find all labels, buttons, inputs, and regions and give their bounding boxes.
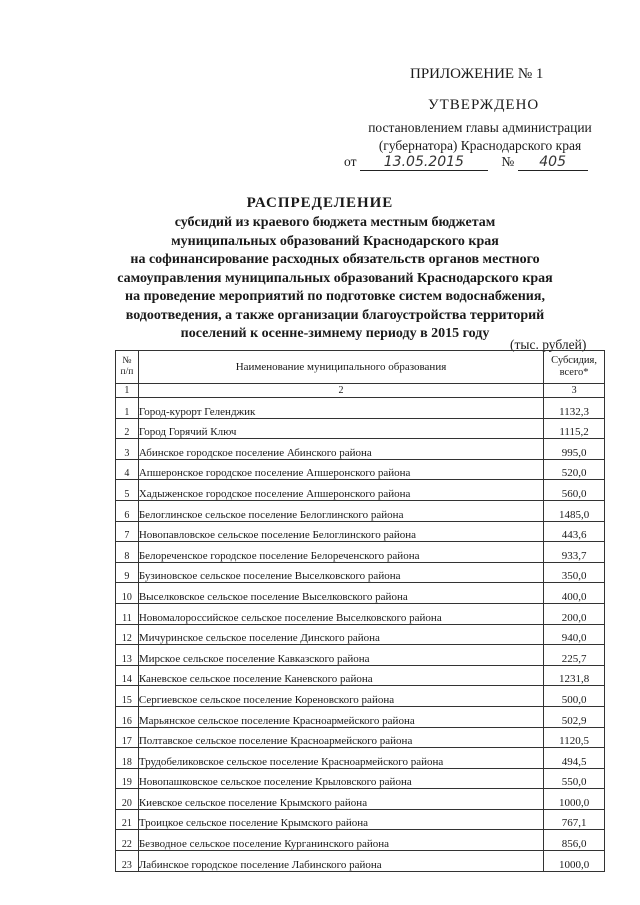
- row-name: Новопавловское сельское поселение Белоглинского района: [138, 521, 543, 542]
- row-number: 4: [116, 459, 139, 480]
- header-num: [116, 351, 139, 384]
- row-name: Выселковское сельское поселение Выселковского района: [138, 583, 543, 604]
- date-prefix: от: [344, 154, 357, 169]
- subtitle-line: самоуправления муниципальных образований Краснодарского края: [117, 270, 553, 286]
- header-subsidy: [544, 351, 605, 384]
- row-subsidy: 502,9: [544, 706, 605, 727]
- table-row: [116, 665, 605, 686]
- row-subsidy: 520,0: [544, 459, 605, 480]
- row-subsidy: 550,0: [544, 768, 605, 789]
- subtitle-line: муниципальных образований Краснодарского края: [171, 233, 499, 249]
- row-name: Апшеронское городское поселение Апшеронского района: [138, 459, 543, 480]
- units-label: (тыс. рублей): [510, 337, 587, 352]
- header-name: Наименование муниципального образования: [138, 351, 543, 384]
- row-number: 3: [116, 439, 139, 460]
- table-row: [116, 603, 605, 624]
- row-subsidy: 400,0: [544, 583, 605, 604]
- row-number: 16: [116, 706, 139, 727]
- row-name: Киевское сельское поселение Крымского района: [138, 789, 543, 810]
- table-row: [116, 748, 605, 769]
- row-name: Мичуринское сельское поселение Динского района: [138, 624, 543, 645]
- row-subsidy: 940,0: [544, 624, 605, 645]
- header-subsidy-line-2: всего*: [559, 367, 589, 378]
- header-subsidy-line-1: Субсидия,: [551, 355, 598, 366]
- row-name: Бузиновское сельское поселение Выселковского района: [138, 562, 543, 583]
- table-header-row: [116, 351, 605, 384]
- table-row: [116, 562, 605, 583]
- table-row: [116, 398, 605, 419]
- table-row: [116, 789, 605, 810]
- row-name: Белоглинское сельское поселение Белоглинского района: [138, 500, 543, 521]
- row-subsidy: 856,0: [544, 830, 605, 851]
- table-row: [116, 500, 605, 521]
- row-number: 1: [116, 398, 139, 419]
- row-name: Абинское городское поселение Абинского района: [138, 439, 543, 460]
- row-subsidy: 1000,0: [544, 851, 605, 872]
- row-number: 15: [116, 686, 139, 707]
- row-number: 6: [116, 500, 139, 521]
- row-subsidy: 1000,0: [544, 789, 605, 810]
- table-row: [116, 809, 605, 830]
- subtitle-line: субсидий из краевого бюджета местным бюджетам: [174, 215, 496, 230]
- row-name: Каневское сельское поселение Каневского района: [138, 665, 543, 686]
- row-subsidy: 933,7: [544, 542, 605, 563]
- row-name: Лабинское городское поселение Лабинского района: [138, 851, 543, 872]
- row-name: Безводное сельское поселение Курганинского района: [138, 830, 543, 851]
- row-number: 21: [116, 809, 139, 830]
- resolution-date-line: [344, 154, 588, 171]
- table-row: [116, 768, 605, 789]
- table-row: [116, 459, 605, 480]
- resolution-date: 13.05.2015: [360, 154, 488, 171]
- row-name: Белореченское городское поселение Белореченского района: [138, 542, 543, 563]
- subtitle-line: на проведение мероприятий по подготовке систем водоснабжения,: [125, 289, 545, 304]
- row-subsidy: 1132,3: [544, 398, 605, 419]
- table-row: [116, 439, 605, 460]
- row-subsidy: 200,0: [544, 603, 605, 624]
- row-name: Новомалороссийское сельское поселение Выселковского района: [138, 603, 543, 624]
- row-name: Новопашковское сельское поселение Крыловского района: [138, 768, 543, 789]
- table-row: [116, 480, 605, 501]
- row-subsidy: 350,0: [544, 562, 605, 583]
- index-col-3: 3: [544, 384, 605, 398]
- row-number: 11: [116, 603, 139, 624]
- table-row: [116, 521, 605, 542]
- index-col-2: 2: [138, 384, 543, 398]
- table-row: [116, 851, 605, 872]
- row-name: Мирское сельское поселение Кавказского района: [138, 645, 543, 666]
- row-number: 18: [116, 748, 139, 769]
- row-name: Сергиевское сельское поселение Кореновского района: [138, 686, 543, 707]
- table-index-row: [116, 384, 605, 398]
- row-number: 22: [116, 830, 139, 851]
- header-num-line-2: п/п: [120, 367, 134, 377]
- row-subsidy: 225,7: [544, 645, 605, 666]
- table-row: [116, 645, 605, 666]
- row-number: 20: [116, 789, 139, 810]
- row-number: 10: [116, 583, 139, 604]
- table-row: [116, 727, 605, 748]
- row-subsidy: 767,1: [544, 809, 605, 830]
- row-number: 19: [116, 768, 139, 789]
- table-row: [116, 583, 605, 604]
- row-subsidy: 1231,8: [544, 665, 605, 686]
- row-number: 13: [116, 645, 139, 666]
- subtitle-line: на софинансирование расходных обязательств органов местного: [130, 252, 540, 267]
- row-name: Хадыженское городское поселение Апшеронского района: [138, 480, 543, 501]
- approved-by-line-1: постановлением главы администрации: [368, 120, 592, 135]
- document-title: РАСПРЕДЕЛЕНИЕ: [246, 195, 394, 211]
- row-subsidy: 995,0: [544, 439, 605, 460]
- row-number: 5: [116, 480, 139, 501]
- row-subsidy: 443,6: [544, 521, 605, 542]
- table-row: [116, 830, 605, 851]
- row-number: 23: [116, 851, 139, 872]
- appendix-label: ПРИЛОЖЕНИЕ № 1: [410, 66, 544, 82]
- subtitle-line: поселений к осенне-зимнему периоду в 2015 году: [180, 326, 490, 341]
- row-subsidy: 1120,5: [544, 727, 605, 748]
- row-number: 7: [116, 521, 139, 542]
- table-row: [116, 706, 605, 727]
- document-subtitle: [100, 214, 570, 344]
- row-name: Марьянское сельское поселение Красноармейского района: [138, 706, 543, 727]
- row-name: Трудобеликовское сельское поселение Красноармейского района: [138, 748, 543, 769]
- table-row: [116, 624, 605, 645]
- row-number: 17: [116, 727, 139, 748]
- row-number: 9: [116, 562, 139, 583]
- row-subsidy: 1485,0: [544, 500, 605, 521]
- row-number: 12: [116, 624, 139, 645]
- row-number: 2: [116, 418, 139, 439]
- row-name: Город-курорт Геленджик: [138, 398, 543, 419]
- header-num-line-1: №: [122, 356, 132, 366]
- index-col-1: 1: [116, 384, 139, 398]
- number-prefix: №: [501, 154, 515, 169]
- approved-by-line-2: (губернатора) Краснодарского края: [378, 138, 582, 153]
- resolution-number: 405: [518, 154, 588, 171]
- row-name: Полтавское сельское поселение Красноармейского района: [138, 727, 543, 748]
- approved-label: УТВЕРЖДЕНО: [428, 97, 540, 113]
- row-name: Троицкое сельское поселение Крымского района: [138, 809, 543, 830]
- row-number: 8: [116, 542, 139, 563]
- table-row: [116, 418, 605, 439]
- subtitle-line: водоотведения, а также организации благоустройства территорий: [125, 307, 545, 323]
- table-row: [116, 686, 605, 707]
- row-number: 14: [116, 665, 139, 686]
- row-name: Город Горячий Ключ: [138, 418, 543, 439]
- approved-by: [356, 119, 604, 155]
- row-subsidy: 1115,2: [544, 418, 605, 439]
- row-subsidy: 560,0: [544, 480, 605, 501]
- subsidy-table: [115, 350, 605, 872]
- row-subsidy: 494,5: [544, 748, 605, 769]
- table-row: [116, 542, 605, 563]
- row-subsidy: 500,0: [544, 686, 605, 707]
